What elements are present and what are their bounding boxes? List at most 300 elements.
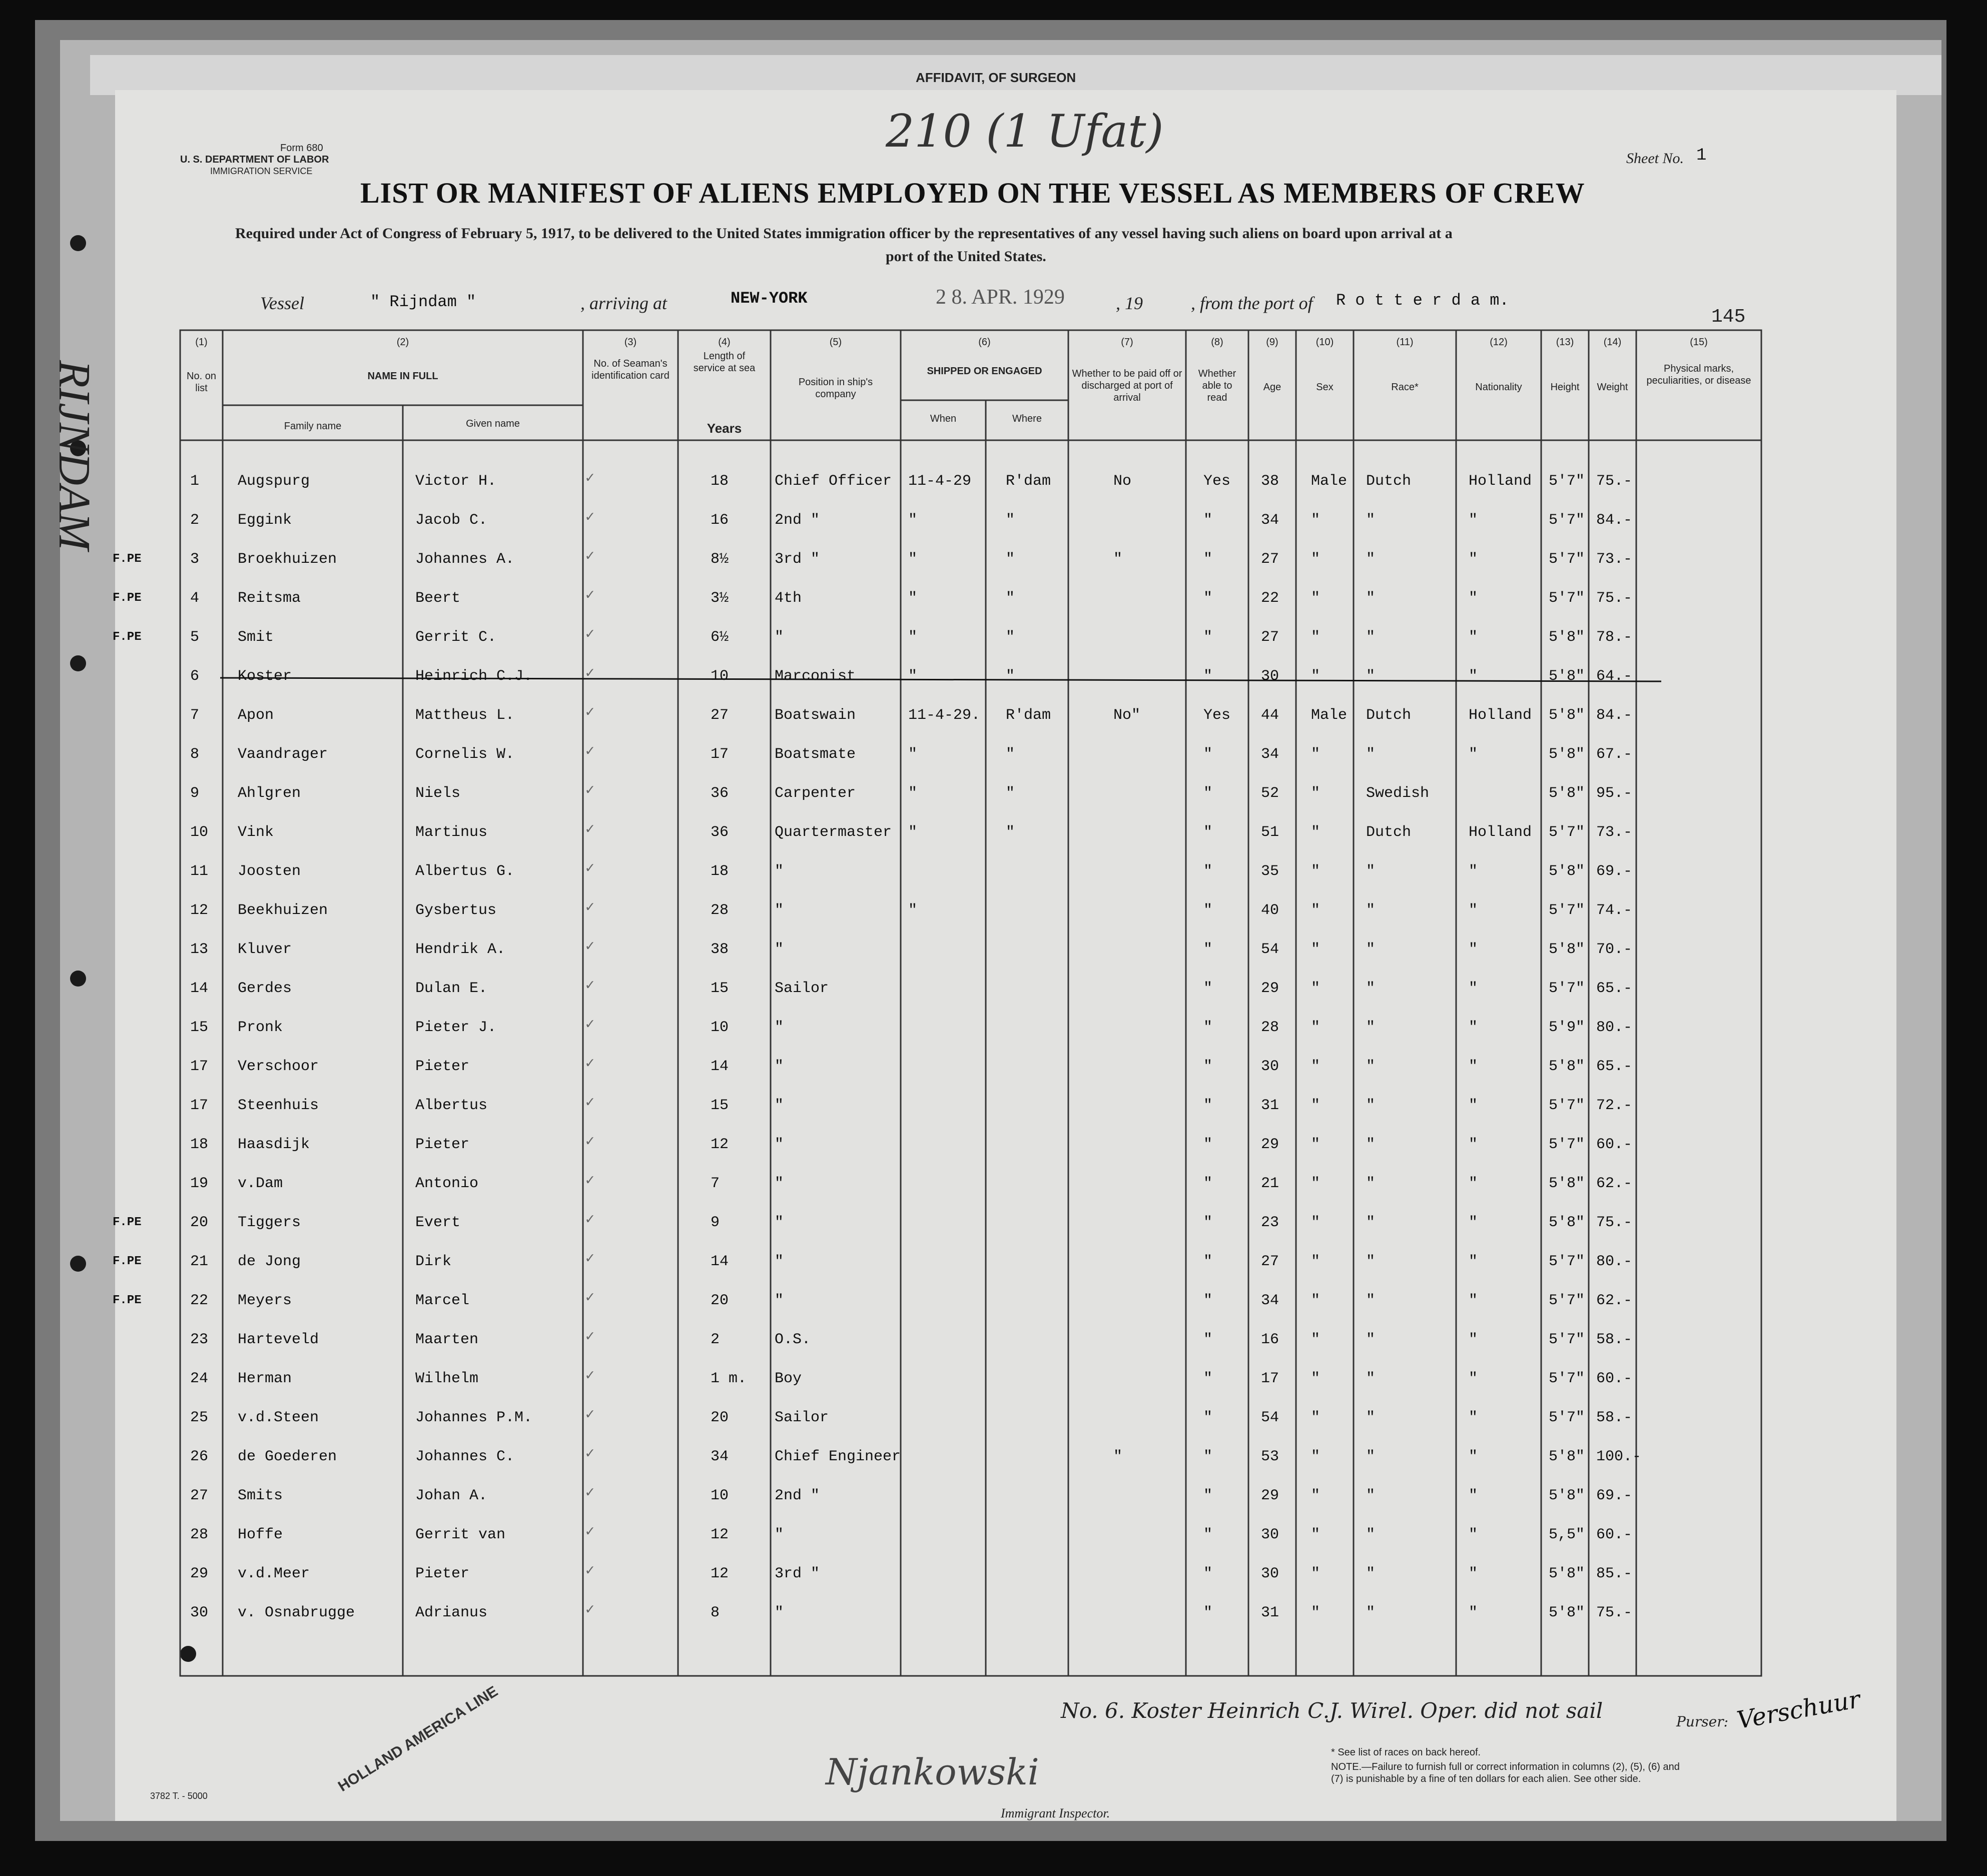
- given-name: Hendrik A.: [415, 941, 506, 958]
- side-marker: F.PE: [113, 591, 142, 605]
- sex: Male: [1311, 473, 1348, 490]
- engaged-when: ": [908, 902, 918, 919]
- ship-position: Carpenter: [775, 785, 856, 802]
- check-mark-icon: ✓: [585, 1251, 595, 1268]
- weight: 65.-: [1596, 1058, 1633, 1075]
- age: 27: [1261, 551, 1279, 568]
- check-mark-icon: ✓: [585, 1290, 595, 1307]
- weight: 75.-: [1596, 1604, 1633, 1621]
- race: ": [1366, 668, 1376, 685]
- col-1-header: No. on list: [187, 371, 216, 394]
- sex: ": [1311, 941, 1320, 958]
- service-years: 36: [711, 824, 729, 841]
- family-name: Steenhuis: [238, 1097, 319, 1114]
- page-title: LIST OR MANIFEST OF ALIENS EMPLOYED ON THE VESSEL AS MEMBERS OF CREW: [360, 177, 1585, 209]
- weight: 69.-: [1596, 863, 1633, 880]
- able-to-read: Yes: [1203, 707, 1231, 724]
- height: 5'7": [1549, 1136, 1585, 1153]
- check-mark-icon: ✓: [585, 587, 595, 604]
- check-mark-icon: ✓: [585, 1056, 595, 1073]
- check-mark-icon: ✓: [585, 1095, 595, 1112]
- able-to-read: ": [1203, 1097, 1213, 1114]
- row-number: 20: [190, 1214, 209, 1231]
- given-name: Gysbertus: [415, 902, 497, 919]
- able-to-read: ": [1203, 863, 1213, 880]
- given-name: Antonio: [415, 1175, 479, 1192]
- age: 34: [1261, 1292, 1279, 1309]
- check-mark-icon: ✓: [585, 1329, 595, 1346]
- sex: ": [1311, 1448, 1320, 1465]
- given-name: Albertus G.: [415, 863, 515, 880]
- given-name: Victor H.: [415, 473, 497, 490]
- weight: 75.-: [1596, 590, 1633, 607]
- row-number: 1: [190, 473, 200, 490]
- race: ": [1366, 980, 1376, 997]
- row-number: 29: [190, 1565, 209, 1582]
- height: 5'7": [1549, 473, 1585, 490]
- check-mark-icon: ✓: [585, 1017, 595, 1034]
- col-7-number: (7): [1121, 337, 1133, 348]
- able-to-read: ": [1203, 746, 1213, 763]
- weight: 69.-: [1596, 1487, 1633, 1504]
- col-12-number: (12): [1490, 337, 1508, 348]
- weight: 80.-: [1596, 1019, 1633, 1036]
- weight: 85.-: [1596, 1565, 1633, 1582]
- age: 22: [1261, 590, 1279, 607]
- race: ": [1366, 1253, 1376, 1270]
- ship-position: ": [775, 1058, 784, 1075]
- weight: 70.-: [1596, 941, 1633, 958]
- able-to-read: ": [1203, 1175, 1213, 1192]
- inspector-label: Immigrant Inspector.: [1001, 1806, 1110, 1820]
- race: Swedish: [1366, 785, 1430, 802]
- age: 51: [1261, 824, 1279, 841]
- sex: ": [1311, 668, 1320, 685]
- given-name: Albertus: [415, 1097, 488, 1114]
- col-6b-header: Where: [1012, 413, 1042, 424]
- given-name: Cornelis W.: [415, 746, 515, 763]
- check-mark-icon: ✓: [585, 1134, 595, 1151]
- row-number: 13: [190, 941, 209, 958]
- able-to-read: ": [1203, 1214, 1213, 1231]
- nationality: ": [1469, 668, 1478, 685]
- given-name: Martinus: [415, 824, 488, 841]
- weight: 62.-: [1596, 1292, 1633, 1309]
- age: 34: [1261, 746, 1279, 763]
- service-years: 10: [711, 1019, 729, 1036]
- side-marker: F.PE: [113, 1216, 142, 1229]
- family-name: Vaandrager: [238, 746, 328, 763]
- age: 17: [1261, 1370, 1279, 1387]
- able-to-read: ": [1203, 512, 1213, 529]
- service-years: 15: [711, 1097, 729, 1114]
- age: 31: [1261, 1097, 1279, 1114]
- ship-position: Boy: [775, 1370, 802, 1387]
- weight: 84.-: [1596, 707, 1633, 724]
- height: 5'8": [1549, 1175, 1585, 1192]
- race: ": [1366, 1136, 1376, 1153]
- nationality: ": [1469, 1604, 1478, 1621]
- col-6-header: SHIPPED OR ENGAGED: [927, 366, 1042, 377]
- service-years: 15: [711, 980, 729, 997]
- height: 5'8": [1549, 1448, 1585, 1465]
- race: ": [1366, 746, 1376, 763]
- ship-position: 2nd ": [775, 512, 820, 529]
- given-name: Pieter: [415, 1058, 470, 1075]
- able-to-read: ": [1203, 785, 1213, 802]
- height: 5'7": [1549, 1331, 1585, 1348]
- age: 28: [1261, 1019, 1279, 1036]
- able-to-read: ": [1203, 551, 1213, 568]
- weight: 84.-: [1596, 512, 1633, 529]
- service-years: 20: [711, 1409, 729, 1426]
- age: 30: [1261, 1565, 1279, 1582]
- col-5-number: (5): [829, 337, 842, 348]
- given-name: Adrianus: [415, 1604, 488, 1621]
- ship-position: O.S.: [775, 1331, 811, 1348]
- weight: 75.-: [1596, 473, 1633, 490]
- height: 5'8": [1549, 746, 1585, 763]
- height: 5'7": [1549, 824, 1585, 841]
- height: 5'7": [1549, 902, 1585, 919]
- service-years: 12: [711, 1526, 729, 1543]
- able-to-read: Yes: [1203, 473, 1231, 490]
- col-4-number: (4): [718, 337, 731, 348]
- department-label: U. S. DEPARTMENT OF LABOR: [180, 154, 329, 165]
- family-name: Ahlgren: [238, 785, 301, 802]
- row-number: 21: [190, 1253, 209, 1270]
- ship-position: 2nd ": [775, 1487, 820, 1504]
- race: ": [1366, 863, 1376, 880]
- col-3-header: No. of Seaman's identification card: [591, 358, 670, 381]
- nationality: ": [1469, 1136, 1478, 1153]
- check-mark-icon: ✓: [585, 743, 595, 760]
- family-name: Verschoor: [238, 1058, 319, 1075]
- service-years: 18: [711, 863, 729, 880]
- check-mark-icon: ✓: [585, 509, 595, 526]
- height: 5'8": [1549, 941, 1585, 958]
- family-name: Haasdijk: [238, 1136, 310, 1153]
- side-marker: F.PE: [113, 630, 142, 644]
- nationality: ": [1469, 590, 1478, 607]
- col-13-header: Height: [1550, 382, 1580, 393]
- service-years: 36: [711, 785, 729, 802]
- subtitle-line-1: Required under Act of Congress of February 5, 1917, to be delivered to the United States immigration officer by the representatives of any vessel having such aliens on board upon arrival at a: [235, 225, 1453, 242]
- row-number: 8: [190, 746, 200, 763]
- engaged-where: R'dam: [1006, 707, 1051, 724]
- height: 5'7": [1549, 1370, 1585, 1387]
- row-number: 10: [190, 824, 209, 841]
- purser-label: Purser:: [1676, 1713, 1729, 1730]
- col-14-header: Weight: [1597, 382, 1628, 393]
- arriving-label: , arriving at: [580, 293, 668, 313]
- ship-position: 3rd ": [775, 1565, 820, 1582]
- height: 5'8": [1549, 707, 1585, 724]
- races-footnote: * See list of races on back hereof.: [1331, 1747, 1481, 1758]
- check-mark-icon: ✓: [585, 704, 595, 721]
- nationality: Holland: [1469, 473, 1532, 490]
- able-to-read: ": [1203, 1253, 1213, 1270]
- able-to-read: ": [1203, 1370, 1213, 1387]
- col-9-header: Age: [1263, 382, 1281, 393]
- height: 5'8": [1549, 1604, 1585, 1621]
- race: ": [1366, 1214, 1376, 1231]
- sex: ": [1311, 1253, 1320, 1270]
- row-number: 6: [190, 668, 200, 685]
- row-number: 25: [190, 1409, 209, 1426]
- row-number: 23: [190, 1331, 209, 1348]
- nationality: ": [1469, 1214, 1478, 1231]
- engaged-where: ": [1006, 785, 1015, 802]
- service-years: 14: [711, 1253, 729, 1270]
- sex: ": [1311, 1214, 1320, 1231]
- height: 5'8": [1549, 629, 1585, 646]
- nationality: ": [1469, 746, 1478, 763]
- family-name: Pronk: [238, 1019, 283, 1036]
- nationality: Holland: [1469, 824, 1532, 841]
- sex: ": [1311, 1604, 1320, 1621]
- engaged-when: ": [908, 512, 918, 529]
- race: Dutch: [1366, 473, 1412, 490]
- nationality: ": [1469, 1331, 1478, 1348]
- sex: ": [1311, 1409, 1320, 1426]
- service-years: 10: [711, 1487, 729, 1504]
- family-name: de Jong: [238, 1253, 301, 1270]
- weight: 73.-: [1596, 824, 1633, 841]
- race: ": [1366, 1448, 1376, 1465]
- weight: 75.-: [1596, 1214, 1633, 1231]
- nationality: ": [1469, 1253, 1478, 1270]
- subtitle-line-2: port of the United States.: [886, 248, 1046, 265]
- able-to-read: ": [1203, 1136, 1213, 1153]
- race: ": [1366, 1292, 1376, 1309]
- age: 29: [1261, 1487, 1279, 1504]
- row-number: 22: [190, 1292, 209, 1309]
- height: 5'7": [1549, 1097, 1585, 1114]
- height: 5'7": [1549, 551, 1585, 568]
- nationality: ": [1469, 1448, 1478, 1465]
- check-mark-icon: ✓: [585, 1368, 595, 1385]
- engaged-when: 11-4-29: [908, 473, 972, 490]
- age: 31: [1261, 1604, 1279, 1621]
- sex: ": [1311, 1019, 1320, 1036]
- check-mark-icon: ✓: [585, 548, 595, 565]
- age: 23: [1261, 1214, 1279, 1231]
- service-years: 8: [711, 1604, 720, 1621]
- engaged-where: ": [1006, 590, 1015, 607]
- race: ": [1366, 629, 1376, 646]
- height: 5'7": [1549, 1292, 1585, 1309]
- race: ": [1366, 1175, 1376, 1192]
- race: ": [1366, 1526, 1376, 1543]
- height: 5'8": [1549, 668, 1585, 685]
- fine-note: NOTE.—Failure to furnish full or correct information in columns (2), (5), (6) and (7) is punishable by a fine of ten dollars for each alien. See other side.: [1331, 1761, 1680, 1784]
- weight: 72.-: [1596, 1097, 1633, 1114]
- check-mark-icon: ✓: [585, 1563, 595, 1580]
- race: ": [1366, 941, 1376, 958]
- able-to-read: ": [1203, 668, 1213, 685]
- handwritten-number: 210 (1 Ufat): [886, 105, 1164, 158]
- service-years: 12: [711, 1565, 729, 1582]
- family-name: de Goederen: [238, 1448, 337, 1465]
- ship-position: ": [775, 1214, 784, 1231]
- ship-position: ": [775, 1097, 784, 1114]
- check-mark-icon: ✓: [585, 470, 595, 487]
- check-mark-icon: ✓: [585, 860, 595, 877]
- col-7-header: Whether to be paid off or discharged at port of arrival: [1072, 368, 1182, 403]
- family-name: Vink: [238, 824, 274, 841]
- col-11-header: Race*: [1391, 382, 1419, 393]
- col-2a-header: Family name: [284, 421, 342, 432]
- sex: ": [1311, 980, 1320, 997]
- side-marker: F.PE: [113, 552, 142, 566]
- height: 5'9": [1549, 1019, 1585, 1036]
- height: 5,5": [1549, 1526, 1585, 1543]
- service-years: 14: [711, 1058, 729, 1075]
- height: 5'8": [1549, 785, 1585, 802]
- family-name: Tiggers: [238, 1214, 301, 1231]
- height: 5'7": [1549, 980, 1585, 997]
- ship-position: Sailor: [775, 1409, 829, 1426]
- weight: 65.-: [1596, 980, 1633, 997]
- col-13-number: (13): [1556, 337, 1574, 348]
- race: ": [1366, 902, 1376, 919]
- height: 5'8": [1549, 1058, 1585, 1075]
- weight: 80.-: [1596, 1253, 1633, 1270]
- family-name: v.Dam: [238, 1175, 283, 1192]
- given-name: Evert: [415, 1214, 461, 1231]
- given-name: Pieter: [415, 1136, 470, 1153]
- race: ": [1366, 551, 1376, 568]
- side-marker: F.PE: [113, 1294, 142, 1307]
- age: 52: [1261, 785, 1279, 802]
- engaged-when: 11-4-29.: [908, 707, 981, 724]
- engaged-where: ": [1006, 512, 1015, 529]
- service-years: 3½: [711, 590, 729, 607]
- col-4-unit: Years: [707, 421, 742, 436]
- row-number: 27: [190, 1487, 209, 1504]
- col-5-header: Position in ship's company: [798, 377, 873, 400]
- row-number: 17: [190, 1097, 209, 1114]
- given-name: Beert: [415, 590, 461, 607]
- given-name: Pieter J.: [415, 1019, 497, 1036]
- able-to-read: ": [1203, 629, 1213, 646]
- weight: 60.-: [1596, 1136, 1633, 1153]
- able-to-read: ": [1203, 1604, 1213, 1621]
- age: 29: [1261, 980, 1279, 997]
- able-to-read: ": [1203, 1292, 1213, 1309]
- paid-off: ": [1113, 551, 1123, 568]
- given-name: Johannes A.: [415, 551, 515, 568]
- col-6-number: (6): [978, 337, 991, 348]
- ship-position: Boatsmate: [775, 746, 856, 763]
- able-to-read: ": [1203, 980, 1213, 997]
- row-number: 28: [190, 1526, 209, 1543]
- race: Dutch: [1366, 707, 1412, 724]
- ship-position: Sailor: [775, 980, 829, 997]
- ship-position: Chief Engineer: [775, 1448, 901, 1465]
- nationality: ": [1469, 1058, 1478, 1075]
- height: 5'7": [1549, 590, 1585, 607]
- check-mark-icon: ✓: [585, 782, 595, 799]
- col-15-header: Physical marks, peculiarities, or disease: [1646, 363, 1751, 386]
- family-name: Broekhuizen: [238, 551, 337, 568]
- nationality: ": [1469, 1175, 1478, 1192]
- row-number: 24: [190, 1370, 209, 1387]
- race: ": [1366, 1565, 1376, 1582]
- check-mark-icon: ✓: [585, 1173, 595, 1190]
- given-name: Johan A.: [415, 1487, 488, 1504]
- family-name: Joosten: [238, 863, 301, 880]
- family-name: Eggink: [238, 512, 292, 529]
- nationality: ": [1469, 629, 1478, 646]
- service-years: 10: [711, 668, 729, 685]
- ship-position: ": [775, 1526, 784, 1543]
- able-to-read: ": [1203, 941, 1213, 958]
- engaged-when: ": [908, 590, 918, 607]
- given-name: Gerrit van: [415, 1526, 506, 1543]
- departure-port: R o t t e r d a m.: [1336, 291, 1509, 310]
- service-years: 7: [711, 1175, 720, 1192]
- ship-position: ": [775, 863, 784, 880]
- check-mark-icon: ✓: [585, 665, 595, 682]
- age: 21: [1261, 1175, 1279, 1192]
- check-mark-icon: ✓: [585, 1212, 595, 1229]
- service-years: 27: [711, 707, 729, 724]
- nationality: ": [1469, 512, 1478, 529]
- print-code: 3782 T. - 5000: [150, 1791, 208, 1801]
- family-name: Smit: [238, 629, 274, 646]
- service-years: 34: [711, 1448, 729, 1465]
- sex: ": [1311, 551, 1320, 568]
- company-stamp: HOLLAND AMERICA LINE: [335, 1683, 501, 1795]
- engaged-where: ": [1006, 668, 1015, 685]
- row-number: 19: [190, 1175, 209, 1192]
- row-number: 15: [190, 1019, 209, 1036]
- age: 54: [1261, 1409, 1279, 1426]
- given-name: Dulan E.: [415, 980, 488, 997]
- ship-position: ": [775, 1253, 784, 1270]
- sheet-number: 1: [1696, 146, 1707, 165]
- nationality: ": [1469, 941, 1478, 958]
- age: 34: [1261, 512, 1279, 529]
- given-name: Jacob C.: [415, 512, 488, 529]
- family-name: Reitsma: [238, 590, 301, 607]
- height: 5'7": [1549, 512, 1585, 529]
- nationality: ": [1469, 551, 1478, 568]
- col-11-number: (11): [1396, 337, 1414, 348]
- service-years: 28: [711, 902, 729, 919]
- able-to-read: ": [1203, 590, 1213, 607]
- given-name: Gerrit C.: [415, 629, 497, 646]
- row-number: 7: [190, 707, 200, 724]
- given-name: Mattheus L.: [415, 707, 515, 724]
- service-years: 8½: [711, 551, 729, 568]
- side-marker: F.PE: [113, 1255, 142, 1268]
- row-number: 14: [190, 980, 209, 997]
- engaged-where: ": [1006, 824, 1015, 841]
- nationality: ": [1469, 1019, 1478, 1036]
- sex: ": [1311, 863, 1320, 880]
- service-years: 1 m.: [711, 1370, 747, 1387]
- family-name: Hoffe: [238, 1526, 283, 1543]
- race: ": [1366, 1331, 1376, 1348]
- col-2-number: (2): [396, 337, 409, 348]
- nationality: ": [1469, 1409, 1478, 1426]
- age: 30: [1261, 1058, 1279, 1075]
- sex: ": [1311, 1370, 1320, 1387]
- sex: ": [1311, 902, 1320, 919]
